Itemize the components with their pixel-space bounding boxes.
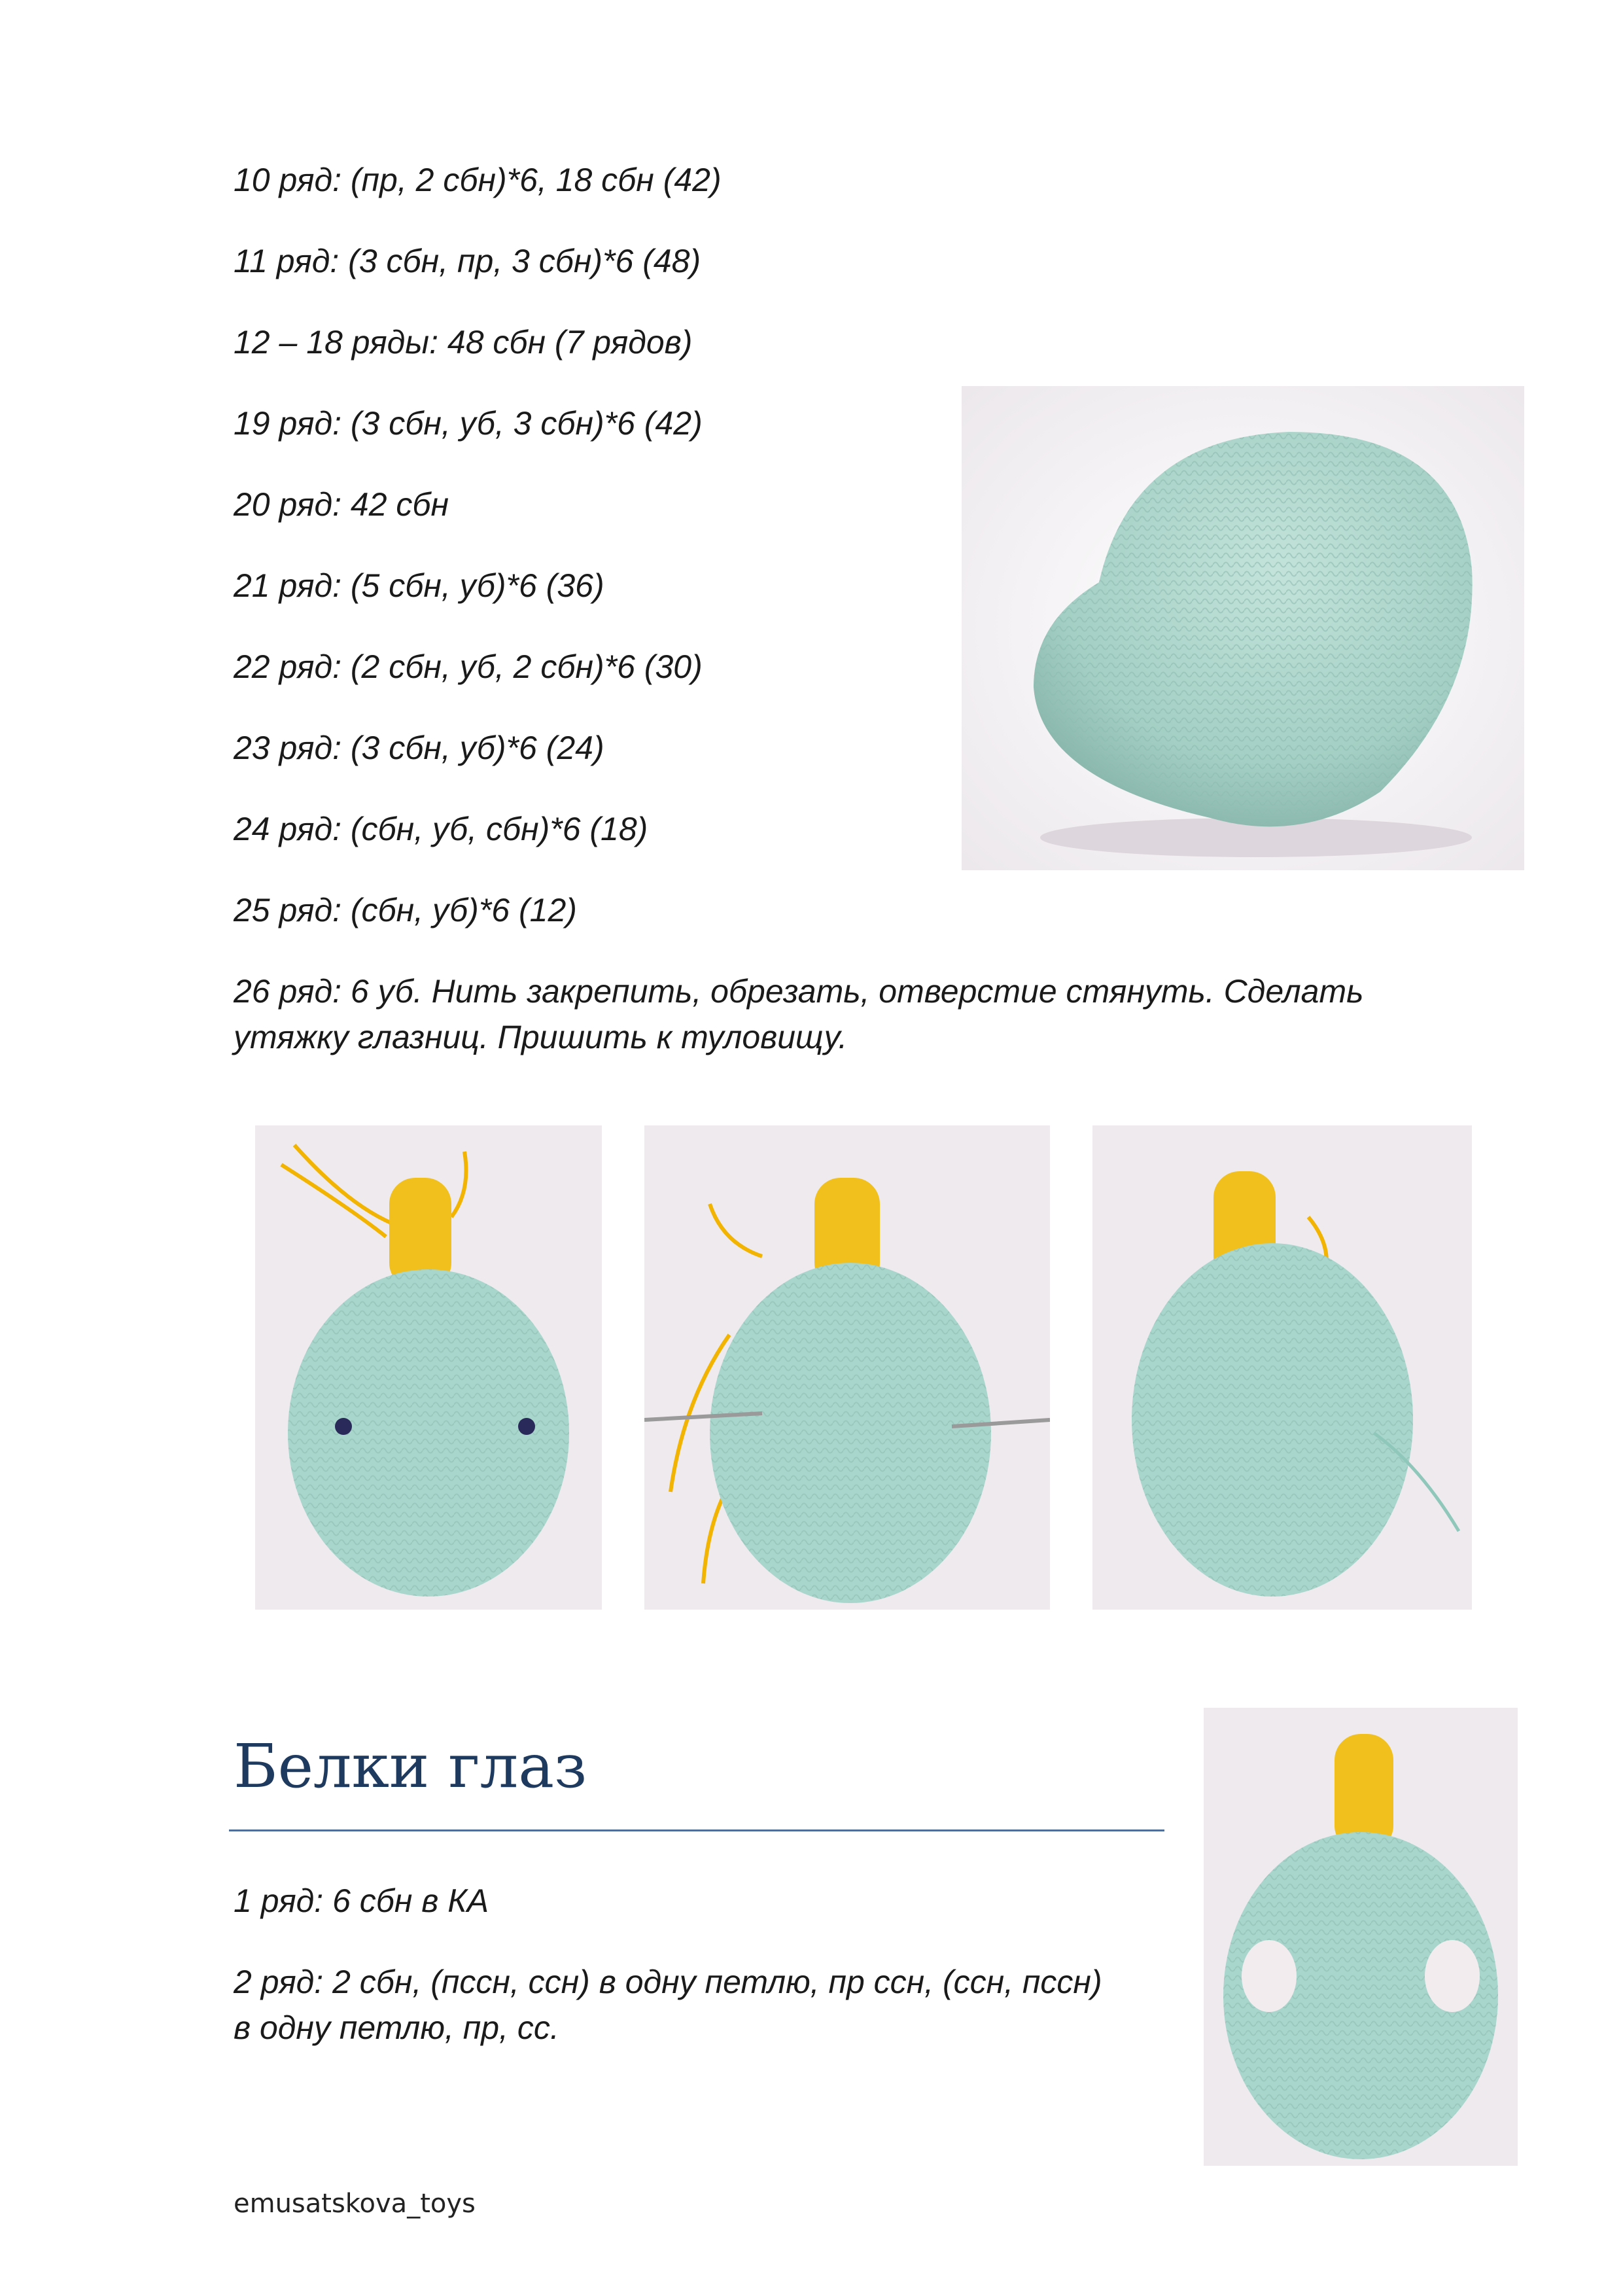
photo-head-front-eyes [255,1125,602,1610]
photo-head-angle [1092,1125,1472,1610]
row-11: 11 ряд: (3 сбн, пр, 3 сбн)*6 (48) [234,243,701,279]
row-10: 10 ряд: (пр, 2 сбн)*6, 18 сбн (42) [234,162,722,198]
eye-row-2 [234,1959,1102,2051]
photo-head-side-image [962,386,1524,870]
eye-row-1: 1 ряд: 6 сбн в КА [234,1882,489,1919]
section-title: Белки глаз [234,1731,587,1801]
row-25: 25 ряд: (сбн, уб)*6 (12) [234,892,577,928]
row-19: 19 ряд: (3 сбн, уб, 3 сбн)*6 (42) [234,405,703,442]
row-20: 20 ряд: 42 сбн [234,486,449,523]
photo-head-front-eyes-image [255,1125,602,1610]
row-21: 21 ряд: (5 сбн, уб)*6 (36) [234,567,604,604]
row-22: 22 ряд: (2 сбн, уб, 2 сбн)*6 (30) [234,648,703,685]
section-rule [229,1829,1164,1831]
photo-head-eye-whites-image [1204,1708,1518,2166]
photo-head-side [962,386,1524,870]
footer-author: emusatskova_toys [234,2189,476,2219]
row-26 [234,968,1363,1060]
photo-head-angle-image [1092,1125,1472,1610]
row-26-line-2: утяжку глазниц. Пришить к туловищу. [234,1019,848,1055]
photo-head-eye-whites [1204,1708,1518,2166]
photo-head-needle-image [644,1125,1050,1610]
row-23: 23 ряд: (3 сбн, уб)*6 (24) [234,730,604,766]
eye-row-2-line-1: 2 ряд: 2 сбн, (пссн, ссн) в одну петлю, пр ссн, (ссн, пссн) [234,1964,1102,2000]
row-24: 24 ряд: (сбн, уб, сбн)*6 (18) [234,811,648,847]
photo-head-needle [644,1125,1050,1610]
row-12-18: 12 – 18 ряды: 48 сбн (7 рядов) [234,324,693,361]
eye-row-2-line-2: в одну петлю, пр, сс. [234,2009,559,2046]
row-26-line-1: 26 ряд: 6 уб. Нить закрепить, обрезать, отверстие стянуть. Сделать [234,973,1364,1010]
